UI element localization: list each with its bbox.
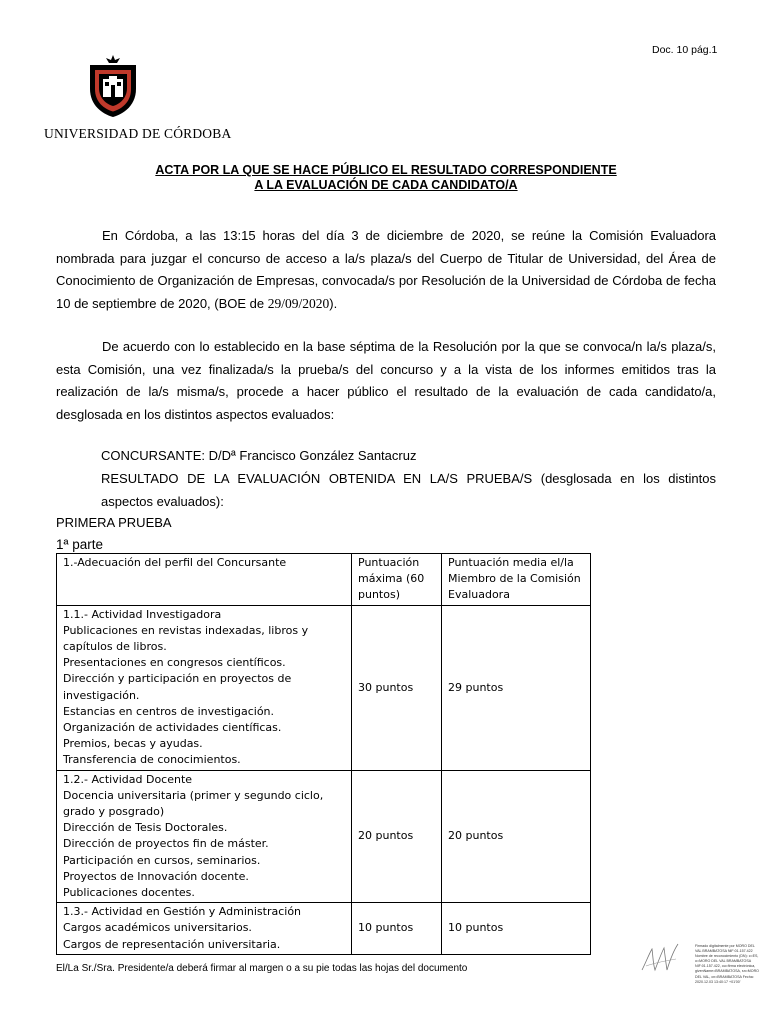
criteria-line: 1.3.- Actividad en Gestión y Administración xyxy=(63,905,302,919)
criteria-line: Dirección de Tesis Doctorales. xyxy=(63,821,228,835)
footer-signature-note: El/La Sr./Sra. Presidente/a deberá firmar al margen o a su pie todas las hojas del documento xyxy=(56,963,468,974)
criteria-line: Presentaciones en congresos científicos. xyxy=(63,656,286,670)
criteria-line: Organización de actividades científicas. xyxy=(63,721,282,735)
test-part: 1ª parte xyxy=(56,537,104,552)
procedure-paragraph xyxy=(56,336,716,426)
opening-paragraph xyxy=(56,225,716,315)
criteria-line: Dirección y participación en proyectos de investigación. xyxy=(63,672,292,702)
average-score-cell: 10 puntos xyxy=(442,903,591,955)
result-heading: RESULTADO DE LA EVALUACIÓN OBTENIDA EN LA/S PRUEBA/S (desglosada en los distintos aspectos evaluados): xyxy=(101,471,716,509)
header-average-score: Puntuación media el/la Miembro de la Comisión Evaluadora xyxy=(442,554,591,606)
evaluation-table xyxy=(56,553,591,955)
title-line-1: ACTA POR LA QUE SE HACE PÚBLICO EL RESULTADO CORRESPONDIENTE xyxy=(155,163,617,177)
table-header-row xyxy=(57,554,591,606)
max-score-cell: 10 puntos xyxy=(352,903,442,955)
criteria-line: Dirección de proyectos fin de máster. xyxy=(63,837,269,851)
max-score-cell: 30 puntos xyxy=(352,605,442,770)
university-coat-of-arms-icon xyxy=(86,53,140,119)
header-max-score: Puntuación máxima (60 puntos) xyxy=(352,554,442,606)
criteria-line: 1.1.- Actividad Investigadora xyxy=(63,607,222,621)
criteria-line: Docencia universitaria (primer y segundo ciclo, grado y posgrado) xyxy=(63,788,324,819)
criteria-cell xyxy=(57,605,352,770)
criteria-line: Cargos académicos universitarios. xyxy=(63,921,252,935)
test-name: PRIMERA PRUEBA xyxy=(56,515,172,530)
title-line-2: A LA EVALUACIÓN DE CADA CANDIDATO/A xyxy=(254,178,518,192)
candidate-name: CONCURSANTE: D/Dª Francisco González Santacruz xyxy=(101,448,417,463)
criteria-line: Publicaciones docentes. xyxy=(63,886,195,900)
criteria-line: 1.2.- Actividad Docente xyxy=(63,772,193,786)
criteria-line: Participación en cursos, seminarios. xyxy=(63,853,261,867)
table-row xyxy=(57,903,591,955)
opening-paragraph-text: En Córdoba, a las 13:15 horas del día 3 de diciembre de 2020, se reúne la Comisión Evaluadora nombrada para juzgar el concurso de acceso a la/s plaza/s del Cuerpo de Titular de Universidad, del Área de Conocimiento de Organización de Empresas, convocada/s por Resolución de la Universidad de Córdoba de fecha 10 de septiembre de 2020, (BOE de xyxy=(56,228,716,311)
criteria-line: Cargos de representación universitaria. xyxy=(63,937,281,951)
table-row xyxy=(57,770,591,903)
handwritten-signature-icon xyxy=(640,940,682,974)
opening-paragraph-tail: ). xyxy=(329,295,338,311)
average-score-cell: 29 puntos xyxy=(442,605,591,770)
criteria-cell xyxy=(57,903,352,955)
digital-signature-block: Firmado digitalmente por MORO DEL VAL BRAMBATOSA NIF:01.157.422 Nombre de reconocimiento (DN): c=ES, o=MORO DEL VAL BRAMBATOSA NIF:01.157.422, ou=firma electrónica, givenName=BRAMBATOSA, sn=MORO DEL VAL, cn=BRAMBATOSA Fecha: 2020.12.03 13:40:17 +01'00' xyxy=(695,944,759,984)
criteria-cell xyxy=(57,770,352,903)
average-score-cell: 20 puntos xyxy=(442,770,591,903)
criteria-line: Transferencia de conocimientos. xyxy=(63,753,241,767)
document-reference: Doc. 10 pág.1 xyxy=(652,44,718,56)
university-name: UNIVERSIDAD DE CÓRDOBA xyxy=(44,126,232,141)
boe-date: 29/09/2020 xyxy=(267,295,330,311)
header-profile: 1.-Adecuación del perfil del Concursante xyxy=(57,554,352,606)
max-score-cell: 20 puntos xyxy=(352,770,442,903)
procedure-paragraph-text: De acuerdo con lo establecido en la base séptima de la Resolución por la que se convoca/n la/s plaza/s, esta Comisión, una vez finalizada/s la prueba/s del concurso y a la vista de los informes emitidos tras la realización de la/s misma/s, procede a hacer público el resultado de la evaluación de cada candidato/a, desglosada en los distintos aspectos evaluados: xyxy=(56,339,716,422)
criteria-line: Publicaciones en revistas indexadas, libros y capítulos de libros. xyxy=(63,623,309,654)
table-row xyxy=(57,605,591,770)
document-title xyxy=(56,163,716,193)
criteria-line: Proyectos de Innovación docente. xyxy=(63,869,249,883)
criteria-line: Premios, becas y ayudas. xyxy=(63,737,203,751)
criteria-line: Estancias en centros de investigación. xyxy=(63,704,275,718)
